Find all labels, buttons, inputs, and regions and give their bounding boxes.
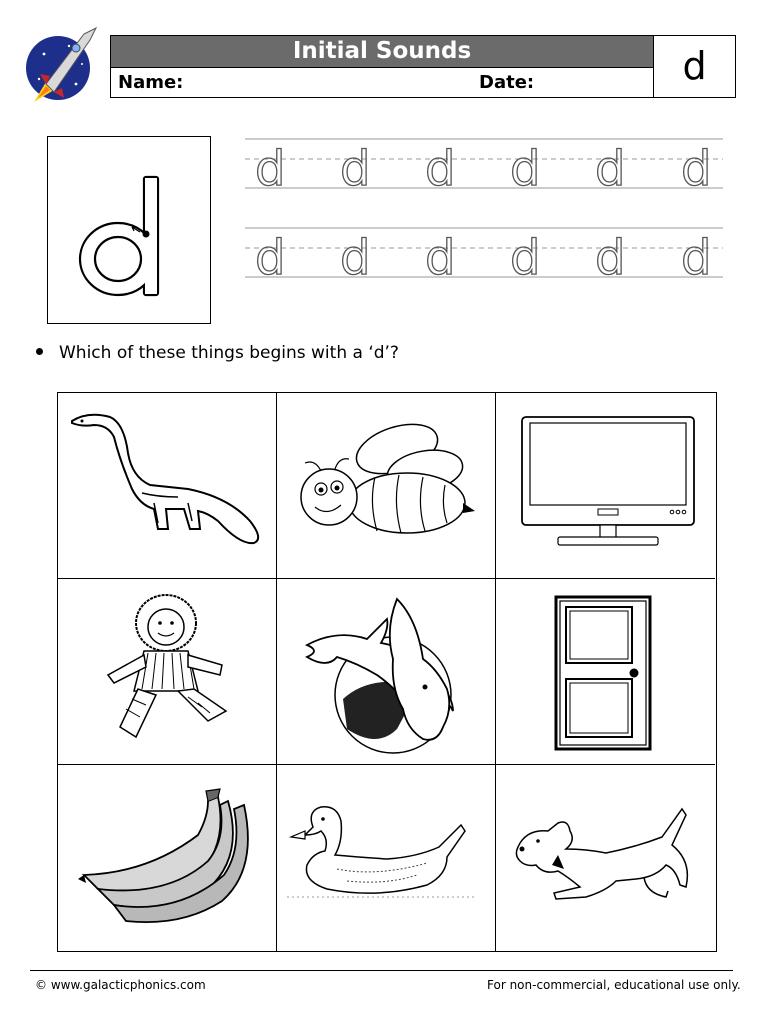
letter-formation-guide: [48, 137, 210, 323]
name-label: Name:: [118, 72, 184, 93]
trace-letter[interactable]: d: [681, 230, 712, 286]
footer-divider: [30, 970, 733, 971]
question: [36, 343, 399, 363]
door-icon: [496, 579, 717, 765]
trace-letter[interactable]: d: [255, 230, 286, 286]
dinosaur-icon: [58, 393, 277, 579]
picture-cell-door[interactable]: [496, 579, 715, 765]
picture-grid: [57, 392, 717, 952]
picture-cell-dog[interactable]: [496, 765, 715, 951]
trace-letter[interactable]: d: [510, 141, 541, 197]
trace-letter[interactable]: d: [340, 230, 371, 286]
dog-icon: [496, 765, 717, 951]
name-date-row: [111, 68, 653, 97]
picture-cell-bee[interactable]: [277, 393, 496, 579]
television-icon: [496, 393, 717, 579]
doll-icon: [58, 579, 277, 765]
bullet-icon: [36, 348, 43, 355]
trace-letter[interactable]: d: [425, 230, 456, 286]
trace-letter[interactable]: d: [595, 141, 626, 197]
trace-letter[interactable]: d: [681, 141, 712, 197]
big-letter-box: [47, 136, 211, 324]
header-letter: d: [653, 36, 735, 97]
worksheet-header: [110, 35, 736, 98]
date-label: Date:: [479, 72, 535, 93]
tracing-row: [245, 135, 723, 195]
trace-letter[interactable]: d: [510, 230, 541, 286]
picture-cell-television[interactable]: [496, 393, 715, 579]
picture-cell-dolphin[interactable]: [277, 579, 496, 765]
tracing-row: [245, 224, 723, 284]
picture-cell-doll[interactable]: [58, 579, 277, 765]
picture-cell-duck[interactable]: [277, 765, 496, 951]
picture-cell-banana[interactable]: [58, 765, 277, 951]
duck-icon: [277, 765, 496, 951]
footer-usage-note: For non-commercial, educational use only.: [487, 978, 741, 992]
worksheet-title: Initial Sounds: [111, 36, 653, 68]
bee-icon: [277, 393, 496, 579]
rocket-logo-icon: [24, 24, 100, 106]
trace-letter[interactable]: d: [255, 141, 286, 197]
trace-letter[interactable]: d: [340, 141, 371, 197]
footer-copyright: © www.galacticphonics.com: [35, 978, 206, 992]
dolphin-icon: [277, 579, 496, 765]
picture-cell-dinosaur[interactable]: [58, 393, 277, 579]
banana-icon: [58, 765, 277, 951]
trace-letter[interactable]: d: [425, 141, 456, 197]
trace-letter[interactable]: d: [595, 230, 626, 286]
question-text: Which of these things begins with a ‘d’?: [59, 343, 399, 363]
